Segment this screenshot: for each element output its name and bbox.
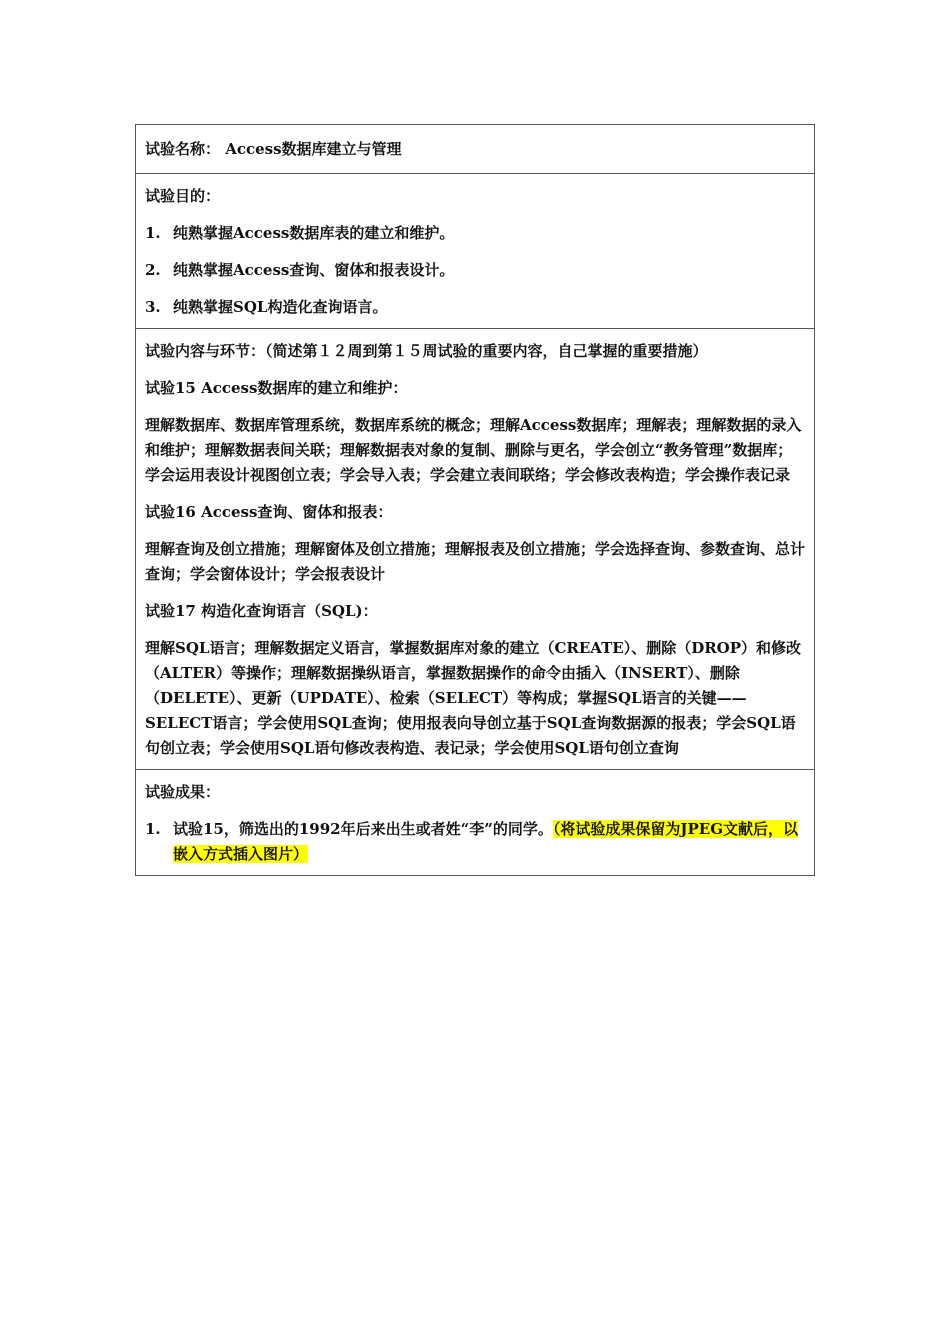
list-number: 1.: [145, 820, 161, 838]
list-text: 纯熟掌握SQL构造化查询语言。: [173, 298, 388, 316]
experiment-name: 试验名称： Access数据库建立与管理: [145, 140, 402, 158]
list-text: 纯熟掌握Access查询、窗体和报表设计。: [173, 261, 455, 279]
result-text: 试验15，筛选出的1992年后来出生或者姓“李”的同学。: [173, 820, 553, 838]
list-text: [173, 817, 805, 867]
report-table: [135, 124, 815, 876]
list-item: [145, 221, 805, 246]
results-section: [136, 770, 814, 875]
content-heading: 试验内容与环节：（简述第１２周到第１５周试验的重要内容，自己掌握的重要措施）: [145, 342, 708, 360]
list-item: [145, 817, 805, 867]
experiment-17-body: 理解SQL语言；理解数据定义语言，掌握数据库对象的建立（CREATE）、删除（DROP）和修改（ALTER）等操作；理解数据操纵语言，掌握数据操作的命令由插入（INSERT）、删除（DELETE）、更新（UPDATE）、检索（SELECT）等构成；掌握SQL语言的关键——SELECT语言；学会使用SQL查询；使用报表向导创立基于SQL查询数据源的报表；学会SQL语句创立表；学会使用SQL语句修改表构造、表记录；学会使用SQL语句创立查询: [145, 639, 802, 757]
experiment-name-row: [136, 125, 814, 174]
experiment-17-title: 试验17 构造化查询语言（SQL)：: [145, 602, 378, 620]
list-item: [145, 295, 805, 320]
experiment-16-body: 理解查询及创立措施；理解窗体及创立措施；理解报表及创立措施；学会选择查询、参数查询、总计查询；学会窗体设计；学会报表设计: [145, 540, 806, 583]
purpose-heading: 试验目的：: [145, 187, 221, 205]
experiment-15-title: 试验15 Access数据库的建立和维护：: [145, 379, 408, 397]
experiment-15-body: 理解数据库、数据库管理系统，数据库系统的概念；理解Access数据库；理解表；理解数据的录入和维护；理解数据表间关联；理解数据表对象的复制、删除与更名，学会创立“教务管理”数据库；学会运用表设计视图创立表；学会导入表；学会建立表间联络；学会修改表构造；学会操作表记录: [145, 416, 802, 484]
content-section: [136, 329, 814, 770]
list-number: 2.: [145, 261, 161, 279]
list-item: [145, 258, 805, 283]
list-number: 3.: [145, 298, 161, 316]
experiment-16-title: 试验16 Access查询、窗体和报表：: [145, 503, 393, 521]
list-text: 纯熟掌握Access数据库表的建立和维护。: [173, 224, 455, 242]
list-number: 1.: [145, 224, 161, 242]
results-heading: 试验成果：: [145, 783, 221, 801]
highlighted-note: （将试验成果保留为JPEG文献后，以嵌入方式插入图片）: [173, 820, 799, 863]
purpose-section: [136, 174, 814, 329]
